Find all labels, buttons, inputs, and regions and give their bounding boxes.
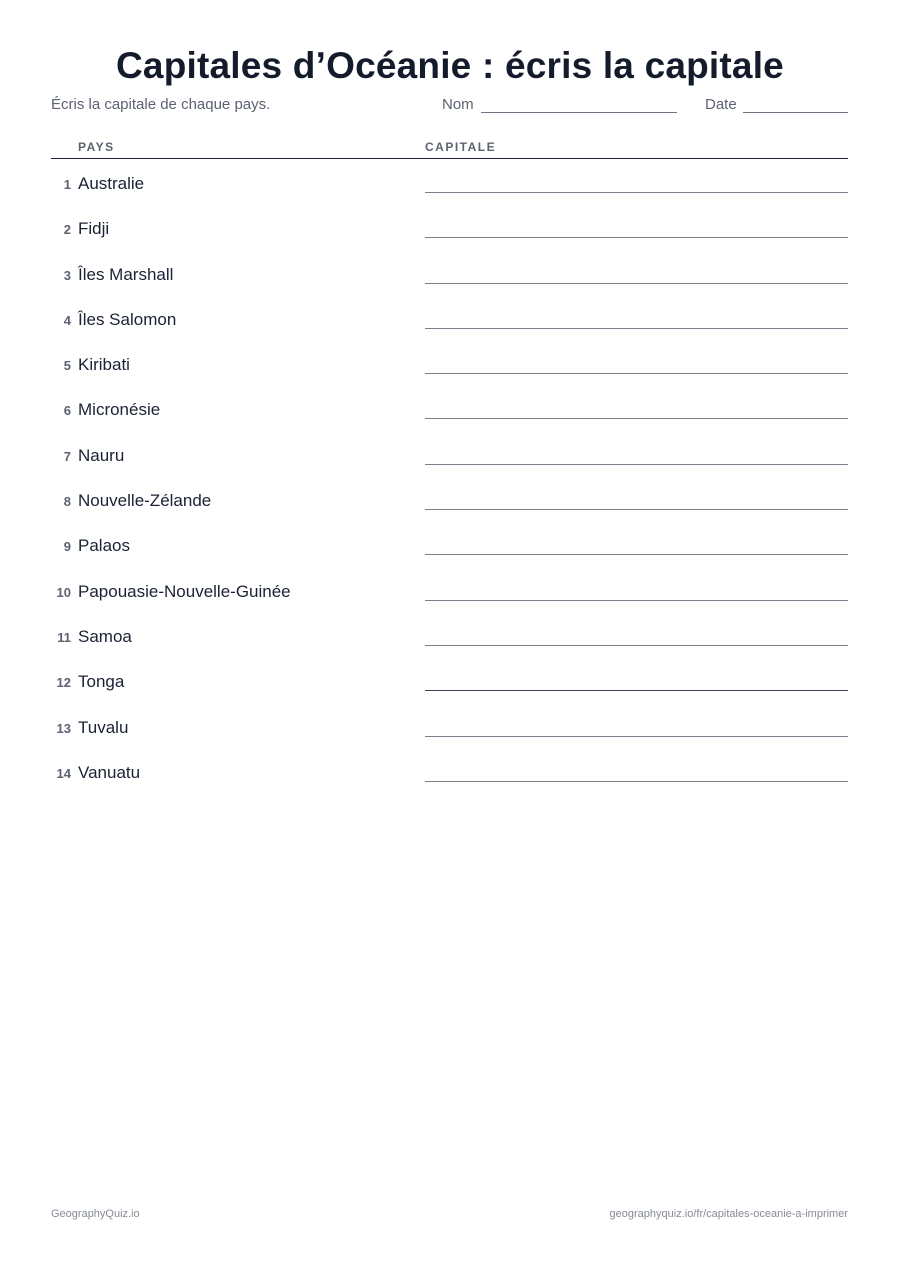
row-number: 1: [63, 177, 71, 192]
question-row: [0, 207, 900, 252]
capital-answer-field[interactable]: [425, 328, 848, 329]
row-number: 6: [63, 403, 71, 419]
row-number: 9: [63, 539, 71, 555]
capital-answer-field[interactable]: [425, 645, 848, 646]
row-country: Palaos: [78, 536, 130, 556]
capital-answer-field[interactable]: [425, 373, 848, 374]
row-country: Îles Salomon: [78, 309, 177, 329]
question-row: [0, 706, 900, 751]
column-header-country: PAYS: [78, 140, 115, 154]
question-row: [0, 660, 900, 705]
row-country: Îles Marshall: [78, 264, 174, 284]
capital-answer-field[interactable]: [425, 554, 848, 555]
question-row: [0, 253, 900, 298]
row-country: Vanuatu: [78, 762, 141, 782]
capital-answer-field[interactable]: [425, 464, 848, 465]
row-country: Nauru: [78, 445, 125, 465]
row-number: 8: [63, 494, 71, 510]
row-country: Micronésie: [78, 400, 161, 420]
row-country: Fidji: [78, 219, 110, 239]
row-country: Tuvalu: [78, 717, 129, 737]
question-row: [0, 388, 900, 433]
question-row: [0, 479, 900, 524]
row-country: Nouvelle-Zélande: [78, 491, 212, 511]
question-row: [0, 298, 900, 343]
row-number: 7: [63, 448, 71, 464]
capital-answer-field[interactable]: [425, 192, 848, 193]
row-country: Kiribati: [78, 355, 130, 375]
header-divider: [51, 158, 848, 159]
row-number: 10: [56, 584, 71, 600]
row-number: 2: [63, 222, 71, 238]
capital-answer-field[interactable]: [425, 283, 848, 284]
question-row: [0, 751, 900, 796]
row-number: 13: [56, 720, 71, 736]
row-country: Papouasie-Nouvelle-Guinée: [78, 581, 291, 601]
row-number: 11: [57, 629, 71, 645]
question-row: [0, 570, 900, 615]
row-country: Tonga: [78, 672, 125, 692]
row-number: 14: [56, 765, 71, 781]
capital-answer-field[interactable]: [425, 690, 848, 691]
row-number: 5: [63, 358, 71, 374]
question-row: [0, 434, 900, 479]
row-country: Australie: [78, 174, 145, 193]
row-number: 4: [63, 312, 71, 328]
question-row: [0, 162, 900, 207]
date-label: Date: [705, 96, 737, 113]
row-number: 12: [56, 675, 71, 691]
question-row: [0, 343, 900, 388]
footer-brand: GeographyQuiz.io: [51, 1208, 140, 1220]
capital-answer-field[interactable]: [425, 509, 848, 510]
question-row: [0, 615, 900, 660]
page-title: Capitales d’Océanie : écris la capitale: [116, 45, 784, 86]
footer-url: geographyquiz.io/fr/capitales-oceanie-a-imprimer: [609, 1208, 848, 1220]
instructions-text: Écris la capitale de chaque pays.: [51, 96, 271, 113]
question-row: [0, 524, 900, 569]
capital-answer-field[interactable]: [425, 237, 848, 238]
capital-answer-field[interactable]: [425, 600, 848, 601]
column-header-capital: CAPITALE: [425, 140, 497, 154]
name-field[interactable]: [481, 112, 677, 113]
row-number: 3: [63, 267, 71, 283]
row-country: Samoa: [78, 626, 132, 646]
question-list: [0, 162, 900, 796]
date-field[interactable]: [743, 112, 848, 113]
name-label: Nom: [442, 96, 474, 113]
capital-answer-field[interactable]: [425, 781, 848, 782]
capital-answer-field[interactable]: [425, 736, 848, 737]
capital-answer-field[interactable]: [425, 418, 848, 419]
